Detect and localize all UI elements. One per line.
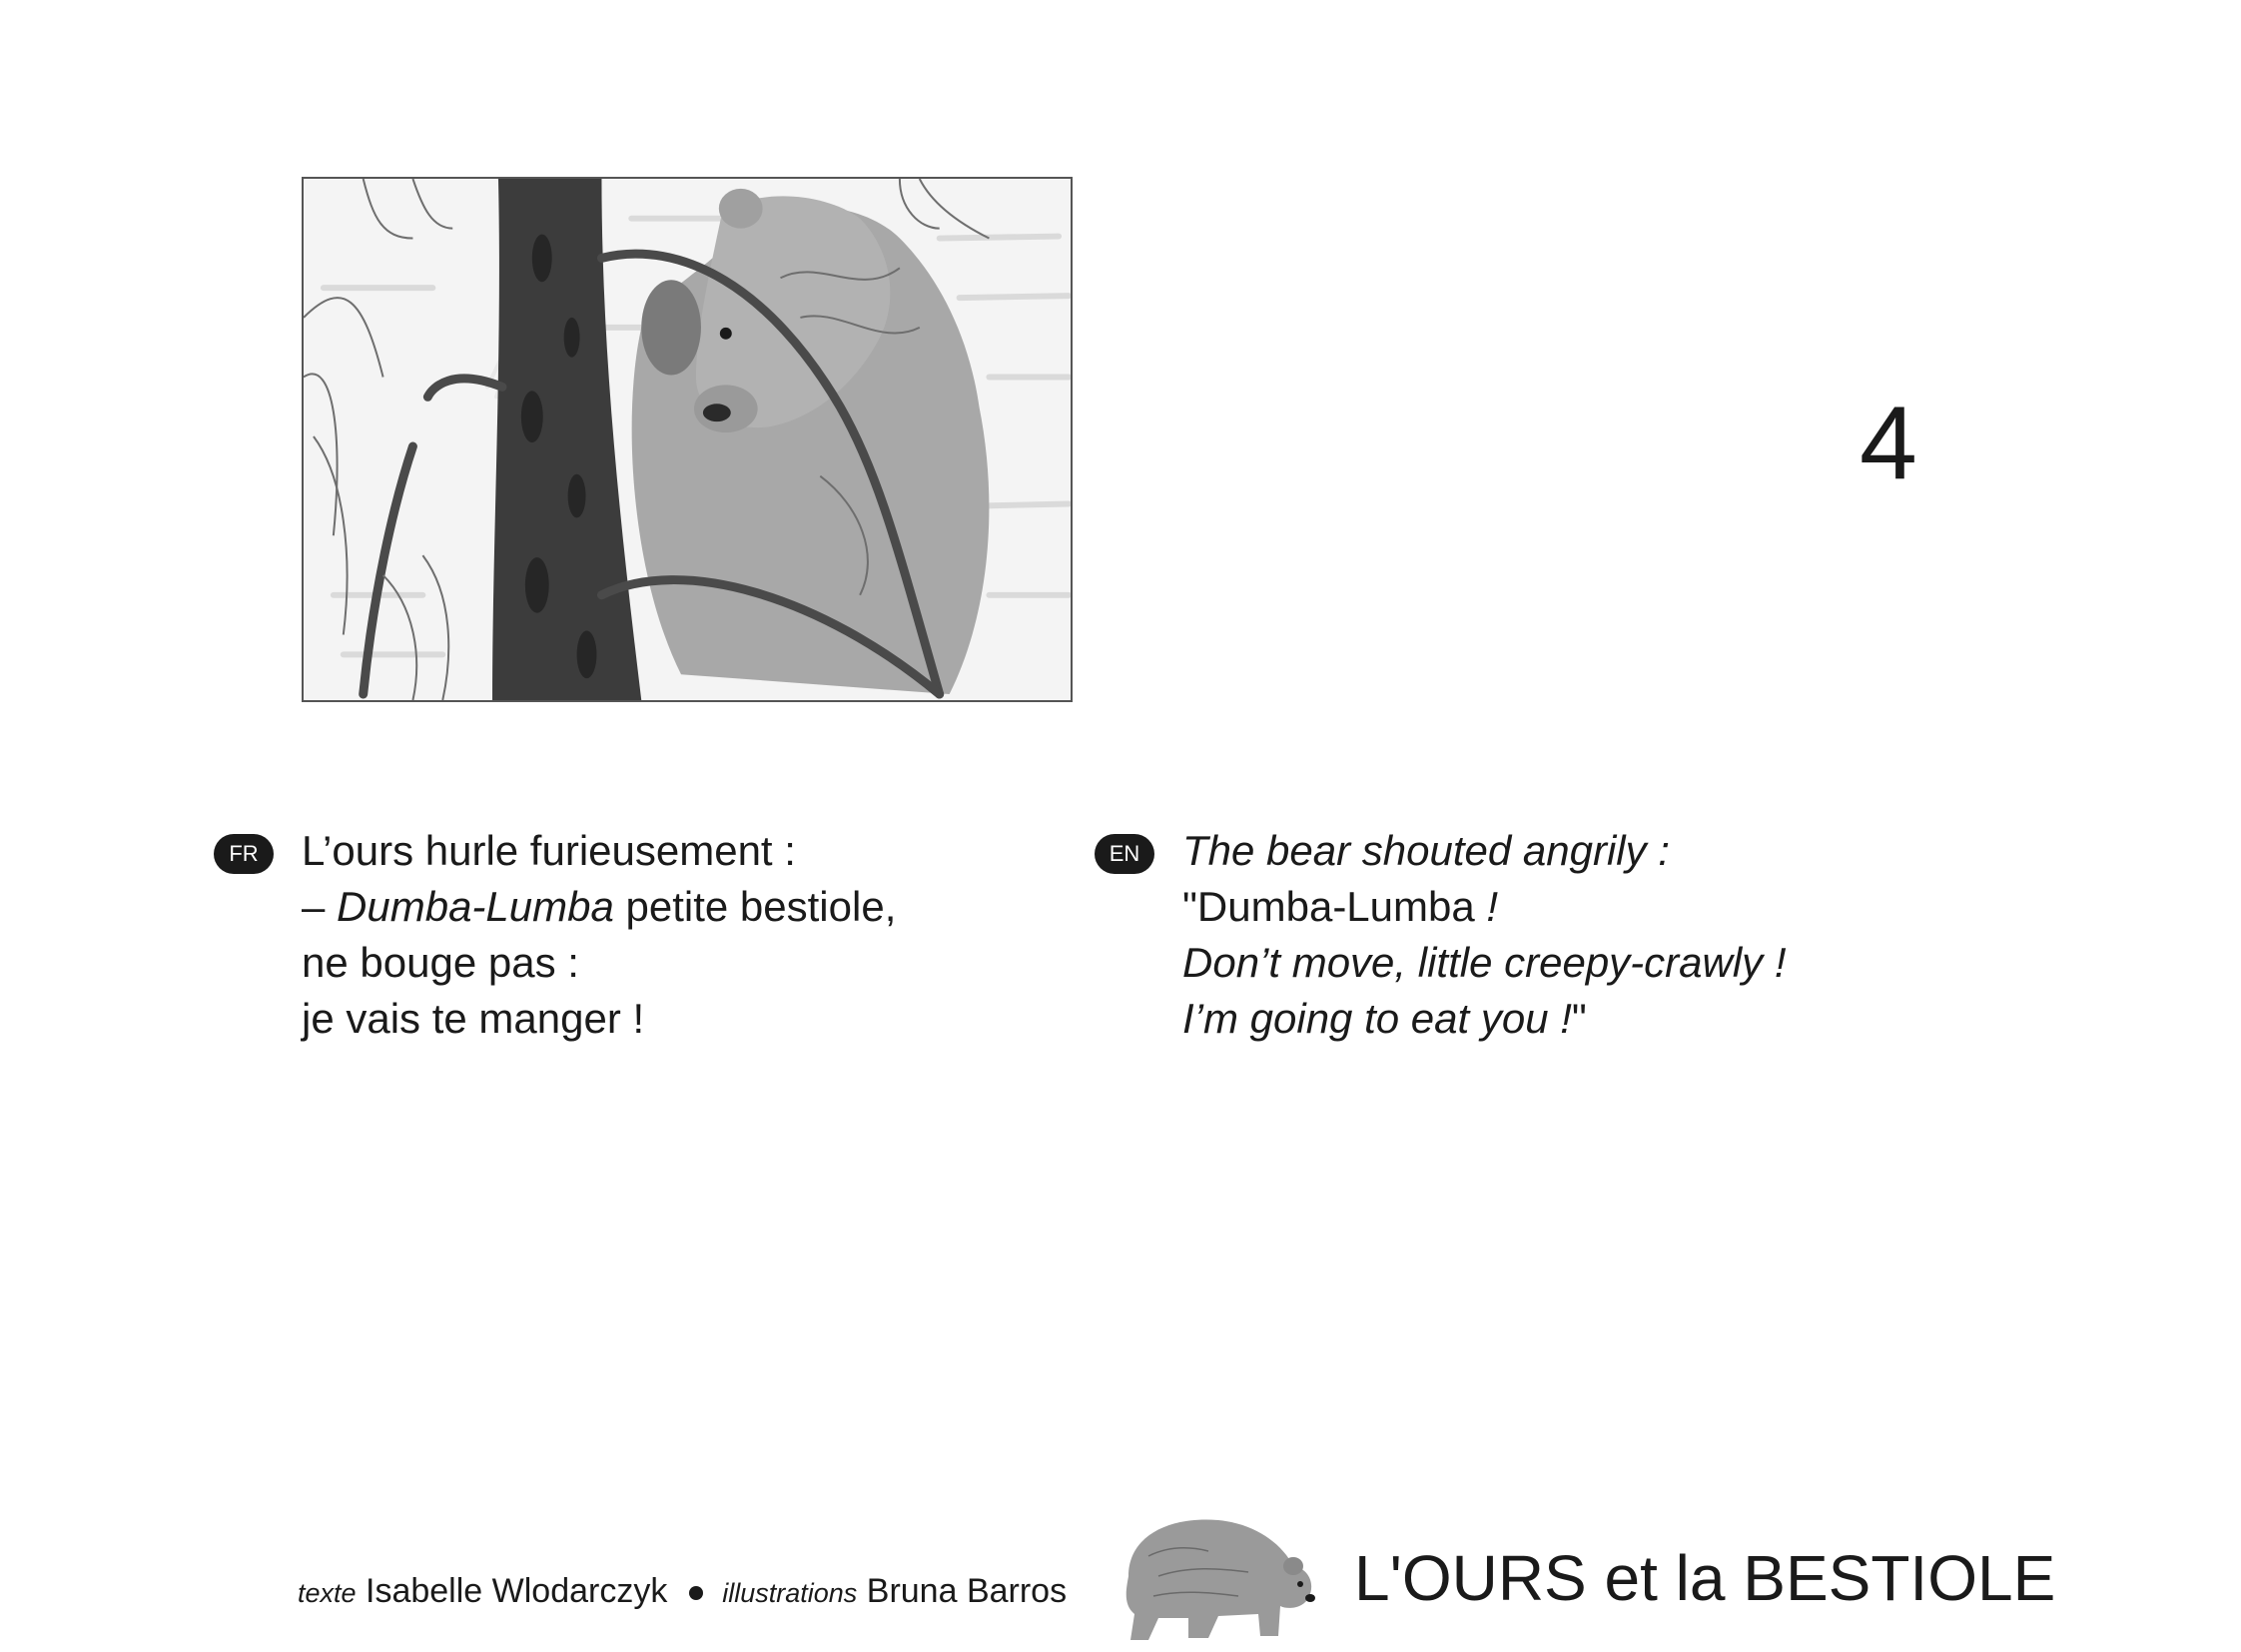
credits bbox=[298, 1572, 1067, 1611]
bear-logo-icon bbox=[1109, 1506, 1318, 1646]
english-line-3: Don’t move, little creepy-crawly ! bbox=[1182, 939, 1787, 986]
english-line-4 bbox=[1182, 991, 1787, 1047]
dialogue-dash: – bbox=[302, 883, 338, 930]
bear-illustration bbox=[302, 177, 1073, 702]
bear-tree-drawing bbox=[304, 179, 1071, 700]
french-line-3: ne bouge pas : bbox=[302, 939, 579, 986]
illustrations-label: illustrations bbox=[722, 1578, 858, 1608]
english-line-1: The bear shouted angrily : bbox=[1182, 827, 1670, 874]
french-line-4: je vais te manger ! bbox=[302, 995, 645, 1042]
english-line-2 bbox=[1182, 879, 1787, 935]
close-quote: " bbox=[1571, 995, 1587, 1042]
book-title: L'OURS et la BESTIOLE bbox=[1354, 1542, 2056, 1614]
open-quote: " bbox=[1182, 883, 1197, 930]
english-line-4-italic: I’m going to eat you ! bbox=[1182, 995, 1572, 1042]
french-line-2 bbox=[302, 879, 896, 935]
english-line-2-end: ! bbox=[1474, 883, 1499, 930]
language-badge-en: EN bbox=[1095, 834, 1154, 874]
bullet-separator bbox=[689, 1586, 703, 1600]
french-text bbox=[302, 823, 896, 1047]
language-badge-fr: FR bbox=[214, 834, 274, 874]
author-name: Isabelle Wlodarczyk bbox=[366, 1572, 668, 1610]
illustrator-name: Bruna Barros bbox=[866, 1572, 1068, 1610]
page-number: 4 bbox=[1860, 386, 1917, 501]
english-text bbox=[1182, 823, 1787, 1047]
dumba-lumba-upright: Dumba-Lumba bbox=[1196, 883, 1475, 930]
french-line-2-rest: petite bestiole, bbox=[613, 883, 897, 930]
french-line-1: L’ours hurle furieusement : bbox=[302, 827, 796, 874]
text-label: texte bbox=[298, 1578, 357, 1608]
dumba-lumba-italic: Dumba-Lumba bbox=[337, 883, 614, 930]
